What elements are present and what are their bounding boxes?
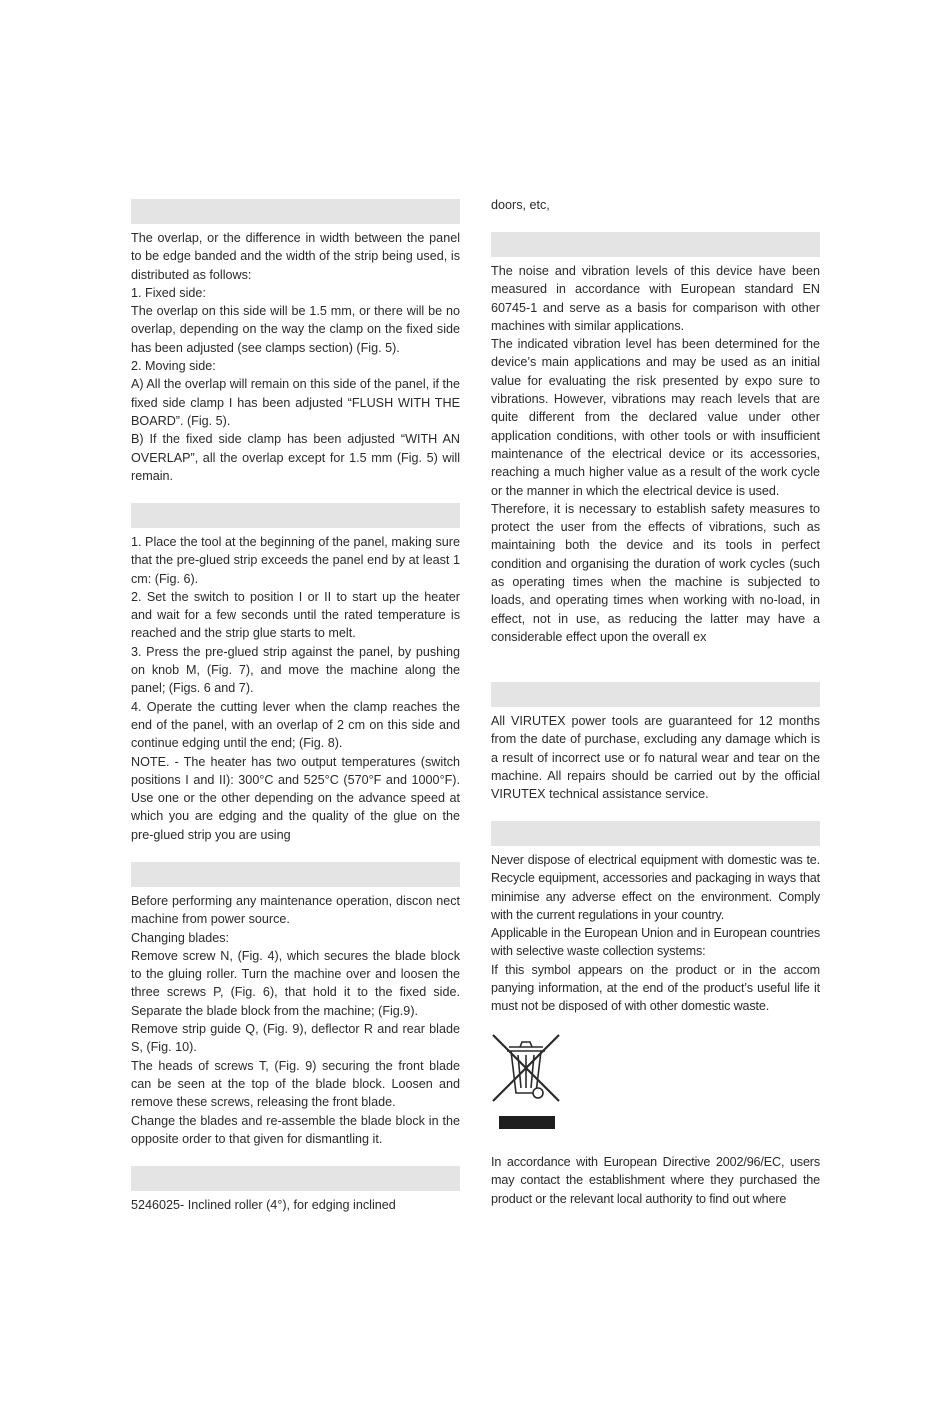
section-heading-bar <box>131 1166 460 1191</box>
paragraph: 2. Set the switch to position I or II to start up the heater and wait for a few seconds until the rated temperature is reached and the strip glue starts to melt. <box>131 589 460 641</box>
paragraph: Before performing any maintenance operation, discon nect machine from power source. <box>131 894 460 927</box>
paragraph: Applicable in the European Union and in European countries with selective waste collection systems: <box>491 926 820 959</box>
paragraph: A) All the overlap will remain on this side of the panel, if the fixed side clamp I has been adjusted “FLUSH WITH THE BOARD”. (Fig. 5). <box>131 377 461 428</box>
paragraph: The overlap, or the difference in width between the panel to be edge banded and the width of the strip being used, is distributed as follows: <box>131 231 460 282</box>
paragraph: NOTE. - The heater has two output temperatures (switch positions I and II): 300°C and 525°C (570°F and 1000°F). Use one or the other depending on the advance speed at which you are edging and the quality of the glue on the pre-glued strip you are using <box>131 754 460 842</box>
paragraph: If this symbol appears on the product or in the accom panying information, at the end of the product’s useful life it must not be disposed of with other domestic waste. <box>491 962 820 1014</box>
paragraph: All VIRUTEX power tools are guaranteed for 12 months from the date of purchase, excluding any damage which is a result of incorrect use or fo natural wear and tear on the machine. All repairs should be carried out by the official VIRUTEX technical assistance service. <box>491 714 820 802</box>
paragraph: Remove screw N, (Fig. 4), which secures the blade block to the gluing roller. Turn the machine over and loosen the three screws P, (Fig. 6), that hold it to the fixed side. Separate the blade block from the machine; (Fig.9). <box>131 948 460 1018</box>
section-heading-bar <box>131 862 460 887</box>
paragraph: 3. Press the pre-glued strip against the panel, by pushing on knob M, (Fig. 7), and move the machine along the panel; (Figs. 6 and 7). <box>131 644 460 696</box>
continuation-text <box>491 196 820 214</box>
paragraph: The indicated vibration level has been determined for the device’s main applications and may be used as an initial value for evaluating the risk presented by expo sure to vibrations. However, vibrations may reach levels that are quite different from the declared value under other application conditions, with other tools or with insufficient maintenance of the electrical device or its accessories, reaching a much higher value as a result of the work cycle or the manner in which the electrical device is used. <box>491 337 820 498</box>
paragraph: Changing blades: <box>131 930 230 945</box>
section-heading-bar <box>491 821 820 846</box>
paragraph: doors, etc, <box>491 198 550 212</box>
paragraph: In accordance with European Directive 2002/96/EC, users may contact the establishment where they purchased the product or the relevant local authority to find out where <box>491 1155 820 1206</box>
section-heading-bar <box>131 199 460 224</box>
paragraph: The overlap on this side will be 1.5 mm, or there will be no overlap, depending on the way the clamp on the fixed side has been adjusted (see clamps section) (Fig. 5). <box>131 304 460 355</box>
paragraph: Change the blades and re-assemble the blade block in the opposite order to that given for dismantling it. <box>131 1113 460 1146</box>
noise-vibration-section <box>491 262 820 646</box>
paragraph: 2. Moving side: <box>131 359 216 374</box>
paragraph: 5246025- Inclined roller (4°), for edging inclined <box>131 1198 396 1212</box>
paragraph: Never dispose of electrical equipment with domestic was te. Recycle equipment, accessories and packaging in ways that minimise any adverse effect on the environment. Comply with the current regulations in your country. <box>491 853 820 922</box>
section-heading-bar <box>491 682 820 707</box>
operation-section <box>131 533 460 844</box>
section-heading-bar <box>131 503 460 528</box>
paragraph: The noise and vibration levels of this device have been measured in accordance with European standard EN 60745-1 and serve as a basis for comparison with other machines with similar applications. <box>491 264 820 333</box>
paragraph: 1. Place the tool at the beginning of the panel, making sure that the pre-glued strip exceeds the panel end by at least 1 cm: (Fig. 6). <box>131 535 460 586</box>
directive-section <box>491 1153 820 1208</box>
paragraph: The heads of screws T, (Fig. 9) securing the front blade can be seen at the top of the blade block. Loosen and remove these screws, releasing the front blade. <box>131 1058 460 1110</box>
guarantee-section <box>491 712 820 803</box>
overlap-section <box>131 229 460 485</box>
paragraph: Therefore, it is necessary to establish safety measures to protect the user from the effects of vibrations, such as maintaining both the device and its tools in perfect condition and organising the duration of work cycles (such as operating times when the machine is subjected to loads, and operating times when working with no-load, in effect, not in use, as reducing the latter may have a considerable effect upon the overall ex <box>491 501 820 644</box>
paragraph: Remove strip guide Q, (Fig. 9), deflector R and rear blade S, (Fig. 10). <box>131 1022 460 1055</box>
paragraph: B) If the fixed side clamp has been adjusted “WITH AN OVERLAP”, all the overlap except for 1.5 mm (Fig. 5) will remain. <box>131 432 460 483</box>
maintenance-section <box>131 892 460 1148</box>
crossed-out-wheelie-bin-icon <box>491 1033 561 1133</box>
section-heading-bar <box>491 232 820 257</box>
accessories-section <box>131 1196 460 1214</box>
paragraph: 1. Fixed side: <box>131 285 206 300</box>
disposal-section <box>491 851 820 1016</box>
paragraph: 4. Operate the cutting lever when the clamp reaches the end of the panel, with an overlap of 2 cm on this side and continue edging until the end; (Fig. 8). <box>131 699 460 751</box>
